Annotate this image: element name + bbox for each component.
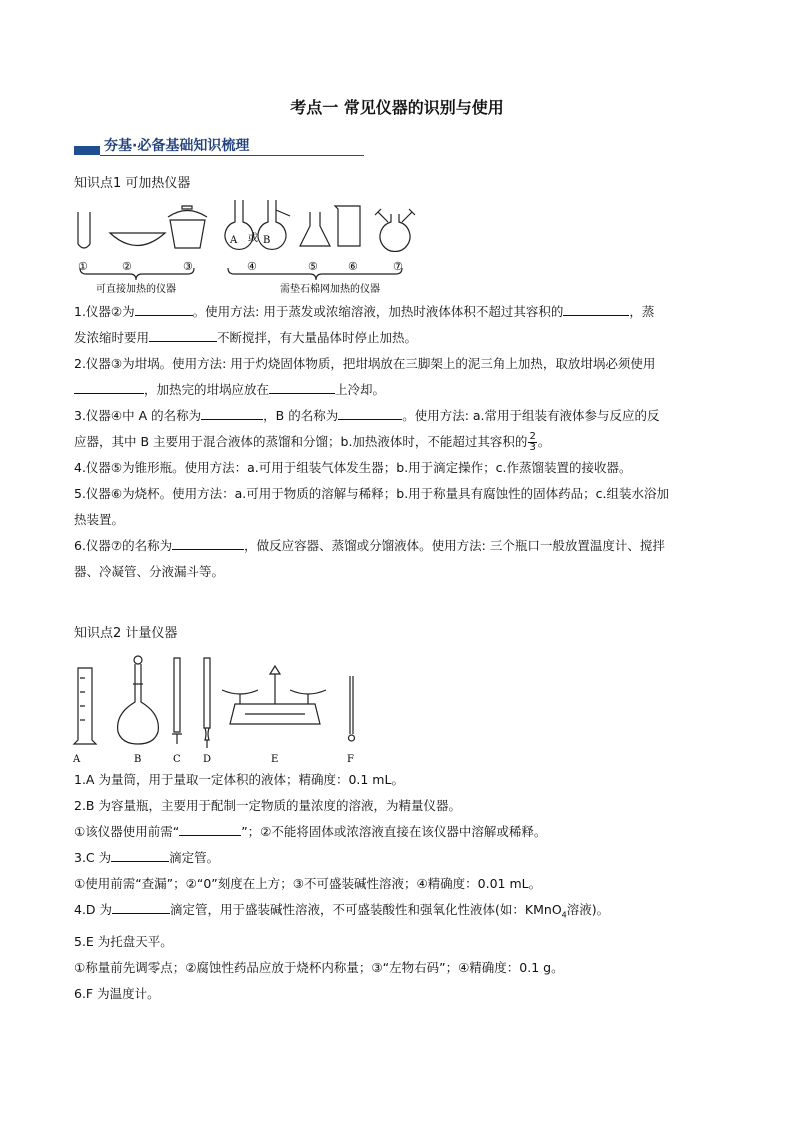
balance-right-pan	[290, 690, 326, 694]
fig-num-1: ①	[78, 260, 88, 273]
paragraph-line: 热装置。	[74, 512, 125, 527]
answer-blank[interactable]	[338, 404, 402, 420]
paragraph-line: 器、冷凝管、分液漏斗等。	[74, 564, 225, 579]
thermometer-drawing	[350, 676, 353, 734]
fig-num-6: ⑥	[348, 260, 358, 273]
banner-bar	[74, 146, 100, 155]
evaporating-dish-drawing	[110, 233, 165, 246]
paragraph-line: ①该仪器使用前需“ ”；②不能将固体或浓溶液直接在该仪器中溶解或稀释。	[74, 819, 724, 845]
paragraph-line: 2.B 为容量瓶，主要用于配制一定物质的量浓度的溶液，为精量仪器。	[74, 798, 461, 813]
fig-label-E: E	[271, 754, 279, 765]
fig-label-or: 或	[248, 233, 258, 244]
fig-label-A: A	[230, 235, 238, 246]
fig-label-B: B	[134, 754, 142, 765]
page-title: 考点一 常见仪器的识别与使用	[290, 98, 504, 117]
fraction-two-thirds: $\frac{2}{3}$	[529, 431, 536, 453]
group-label-gauze-heating: 需垫石棉网加热的仪器	[280, 284, 380, 295]
three-neck-flask-drawing	[380, 214, 410, 251]
balance-left-pan	[222, 690, 258, 694]
answer-blank[interactable]	[149, 326, 217, 342]
paragraph-line: ①使用前需“查漏”；②“0”刻度在上方；③不可盛装碱性溶液；④精确度：0.01 mL。	[74, 876, 542, 891]
fig-num-4: ④	[247, 260, 257, 273]
paragraph-line: 2.仪器③为坩埚。使用方法: 用于灼烧固体物质，把坩埚放在三脚架上的泥三角上加热，取放坩埚必须使用	[74, 356, 656, 371]
paragraph-line: 6.F 为温度计。	[74, 985, 160, 1001]
section2-heading: 知识点2 计量仪器	[74, 626, 178, 641]
paragraph-line: 5.仪器⑥为烧杯。使用方法：a.可用于物质的溶解与稀释；b.用于称量具有腐蚀性的固体药品；c.组装水浴加	[74, 486, 670, 501]
answer-blank[interactable]	[201, 404, 263, 420]
banner-text: 夯基·必备基础知识梳理	[104, 138, 250, 154]
conical-flask-drawing	[300, 212, 330, 246]
fig-label-A: A	[73, 754, 81, 765]
paragraph-line: 1.仪器②为 。使用方法: 用于蒸发或浓缩溶液，加热时液体体积不超过其容积的 ，蒸	[74, 299, 724, 325]
answer-blank[interactable]	[269, 378, 335, 394]
beaker-drawing	[335, 206, 360, 246]
volumetric-flask-drawing	[118, 664, 159, 744]
paragraph-line: 5.E 为托盘天平。	[74, 933, 173, 949]
fig-label-C: C	[173, 754, 181, 765]
paragraph-line: 应器，其中 B 主要用于混合液体的蒸馏和分馏；b.加热液体时，不能超过其容积的 $\frac{2}{3}$ 。	[74, 431, 551, 453]
acid-burette-drawing	[174, 658, 180, 732]
paragraph-line: 4.仪器⑤为锥形瓶。使用方法：a.可用于组装气体发生器；b.用于滴定操作；c.作蒸馏装置的接收器。	[74, 460, 632, 475]
fig-num-5: ⑤	[308, 260, 318, 273]
answer-blank[interactable]	[112, 898, 170, 914]
paragraph-line: 3.仪器④中 A 的名称为 ，B 的名称为 。使用方法: a.常用于组装有液体参与反应的反	[74, 403, 724, 429]
text-block-section2	[74, 767, 724, 1007]
heating-apparatus-figure	[70, 200, 430, 298]
fig-label-B: B	[263, 235, 271, 246]
answer-blank[interactable]	[179, 820, 241, 836]
base-burette-drawing	[204, 658, 210, 728]
paragraph-line: ①称量前先调零点；②腐蚀性药品应放于烧杯内称量；③“左物右码”；④精确度：0.1 g。	[74, 959, 564, 975]
fig-num-3: ③	[183, 260, 193, 273]
fig-num-2: ②	[122, 260, 132, 273]
paragraph-line: 1.A 为量筒，用于量取一定体积的液体；精确度：0.1 mL。	[74, 772, 404, 787]
paragraph-line: 3.C 为 滴定管。	[74, 845, 724, 871]
paragraph-line: ，加热完的坩埚应放在 上冷却。	[74, 377, 724, 403]
answer-blank[interactable]	[563, 300, 629, 316]
banner-underline	[100, 155, 364, 156]
crucible-drawing	[170, 220, 205, 248]
answer-blank[interactable]	[111, 846, 169, 862]
paragraph-line: 4.D 为 滴定管，用于盛装碱性溶液，不可盛装酸性和强氧化性液体(如：KMnO$_4$溶液)。	[74, 897, 724, 929]
fig-label-D: D	[203, 754, 212, 765]
test-tube-drawing	[78, 212, 90, 248]
answer-blank[interactable]	[74, 378, 144, 394]
group-label-direct-heating: 可直接加热的仪器	[96, 284, 176, 295]
text-block-section1	[74, 299, 724, 585]
paragraph-line: 6.仪器⑦的名称为 ，做反应容器、蒸馏或分馏液体。使用方法: 三个瓶口一般放置温度计、搅拌	[74, 533, 724, 559]
fig-label-F: F	[347, 754, 354, 765]
paragraph-line: 发浓缩时要用 不断搅拌，有大量晶体时停止加热。	[74, 325, 724, 351]
section-banner	[74, 135, 364, 157]
answer-blank[interactable]	[172, 534, 244, 550]
measuring-apparatus-figure	[70, 654, 370, 766]
section1-heading: 知识点1 可加热仪器	[74, 176, 191, 191]
answer-blank[interactable]	[135, 300, 193, 316]
fig-num-7: ⑦	[393, 260, 403, 273]
